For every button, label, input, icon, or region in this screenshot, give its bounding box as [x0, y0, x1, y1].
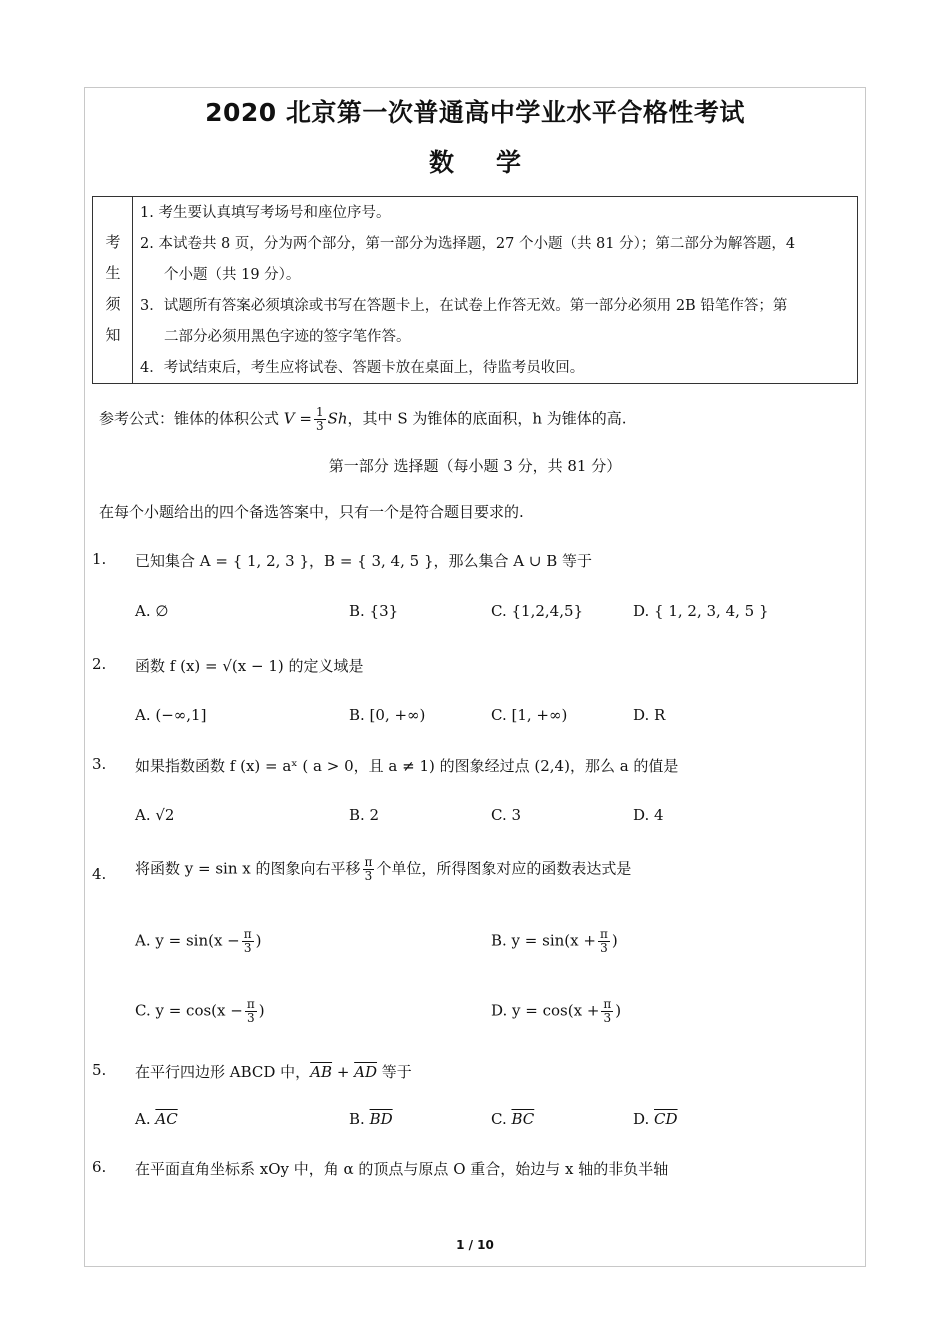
option-vector: $\overline{AC}$ — [155, 1110, 178, 1128]
notice-line: 2. 本试卷共 8 页，分为两个部分，第一部分为选择题，27 个小题（共 81 分）；第二部分为解答题，4 — [140, 236, 796, 252]
fraction-numerator: π — [246, 997, 255, 1011]
option-label: A. y = sin(x − — [135, 931, 240, 950]
option-label: D. — [633, 1110, 655, 1128]
option-c: C. [1, +∞) — [491, 706, 568, 724]
subject-title: 数学 — [428, 148, 563, 177]
option-b — [491, 928, 618, 955]
option-c: C. 3 — [491, 806, 522, 824]
option-close: ) — [258, 1001, 265, 1020]
option-a — [135, 1110, 178, 1128]
question-number: 6. — [92, 1158, 107, 1176]
question-number: 4. — [92, 865, 107, 883]
formula-prefix: 参考公式：锥体的体积公式 — [99, 409, 280, 428]
option-fraction — [245, 998, 257, 1025]
notice-line: 二部分必须用黑色字迹的签字笔作答。 — [164, 329, 411, 345]
question-number: 2. — [92, 655, 107, 673]
stem-text: 在平行四边形 ABCD 中， — [135, 1063, 311, 1081]
option-b — [349, 1110, 393, 1128]
option-label: C. y = cos(x − — [135, 1001, 243, 1020]
option-d: D. 4 — [633, 806, 664, 824]
option-c — [491, 1110, 534, 1128]
option-fraction — [601, 998, 613, 1025]
notice-label-char: 生 — [105, 264, 121, 282]
notice-label-char: 考 — [105, 233, 121, 251]
option-a: A. √2 — [135, 806, 175, 824]
formula-lhs: V = — [283, 409, 312, 428]
option-vector: $\overline{BC}$ — [511, 1110, 535, 1128]
question-stem: 函数 f (x) = √(x − 1) 的定义域是 — [135, 657, 364, 675]
option-d: D. { 1, 2, 3, 4, 5 } — [633, 602, 769, 620]
shift-fraction — [363, 856, 375, 883]
option-d — [491, 998, 621, 1025]
option-label: B. y = sin(x + — [491, 931, 596, 950]
exam-title: 2020 北京第一次普通高中学业水平合格性考试 — [205, 98, 745, 127]
fraction-denominator: 3 — [364, 869, 373, 883]
notice-line: 个小题（共 19 分）。 — [164, 267, 301, 283]
option-label: C. — [491, 1110, 512, 1128]
option-b: B. {3} — [349, 602, 399, 620]
fraction-denominator: 3 — [243, 941, 252, 955]
option-close: ) — [255, 931, 262, 950]
option-label: A. — [135, 1110, 156, 1128]
vector-ad: $\overline{AD}$ — [354, 1063, 378, 1081]
fraction-denominator: 3 — [246, 1011, 255, 1025]
question-number: 3. — [92, 755, 107, 773]
question-stem — [135, 1061, 412, 1082]
option-c: C. {1,2,4,5} — [491, 602, 584, 620]
formula-fraction — [314, 406, 326, 433]
formula-suffix: ，其中 S 为锥体的底面积，h 为锥体的高. — [347, 409, 627, 428]
exam-page — [84, 87, 866, 1267]
question-stem: 如果指数函数 f (x) = aˣ ( a > 0，且 a ≠ 1) 的图象经过点 (2,4)，那么 a 的值是 — [135, 757, 679, 775]
option-d: D. R — [633, 706, 666, 724]
notice-label-char: 知 — [105, 326, 121, 344]
plus-sign: + — [332, 1063, 355, 1081]
stem-text: 将函数 y = sin x 的图象向右平移 — [135, 859, 361, 878]
reference-formula — [99, 406, 627, 433]
option-fraction — [242, 928, 254, 955]
notice-label — [93, 197, 133, 383]
fraction-numerator: π — [599, 927, 608, 941]
option-vector: $\overline{CD}$ — [654, 1110, 678, 1128]
option-d — [633, 1110, 678, 1128]
fraction-denominator: 3 — [603, 1011, 612, 1025]
option-a — [135, 928, 262, 955]
option-fraction — [598, 928, 610, 955]
question-stem: 在平面直角坐标系 xOy 中，角 α 的顶点与原点 O 重合，始边与 x 轴的非负半轴 — [135, 1160, 669, 1178]
notice-line: 4．考试结束后，考生应将试卷、答题卡放在桌面上，待监考员收回。 — [140, 360, 585, 376]
question-stem — [135, 856, 631, 883]
option-b: B. 2 — [349, 806, 380, 824]
stem-text: 等于 — [377, 1063, 412, 1081]
notice-label-char: 须 — [105, 295, 121, 313]
fraction-numerator: π — [364, 855, 373, 869]
option-b: B. [0, +∞) — [349, 706, 426, 724]
option-label: B. — [349, 1110, 370, 1128]
stem-text: 个单位，所得图象对应的函数表达式是 — [376, 859, 632, 878]
section-title: 第一部分 选择题（每小题 3 分，共 81 分） — [328, 457, 622, 475]
question-number: 5. — [92, 1061, 107, 1079]
fraction-denominator: 3 — [600, 941, 608, 955]
option-close: ) — [615, 1001, 622, 1020]
notice-line: 3．试题所有答案必须填涂或书写在答题卡上，在试卷上作答无效。第一部分必须用 2B 铅笔作答；第 — [140, 298, 788, 314]
section-instruction: 在每个小题给出的四个备选答案中，只有一个是符合题目要求的. — [99, 503, 524, 521]
option-close: ) — [611, 931, 618, 950]
fraction-numerator: π — [243, 927, 252, 941]
option-label: D. y = cos(x + — [491, 1001, 600, 1020]
formula-rhs: Sh — [327, 409, 348, 428]
fraction-numerator: π — [603, 997, 612, 1011]
vector-ab: $\overline{AB}$ — [310, 1063, 333, 1081]
question-number: 1. — [92, 550, 107, 568]
question-stem: 已知集合 A = { 1, 2, 3 }，B = { 3, 4, 5 }，那么集合 A ∪ B 等于 — [135, 552, 592, 570]
fraction-numerator: 1 — [315, 405, 324, 419]
option-vector: $\overline{BD}$ — [369, 1110, 393, 1128]
option-a: A. (−∞,1] — [135, 706, 207, 724]
notice-line: 1. 考生要认真填写考场号和座位序号。 — [140, 205, 391, 221]
page-number: 1 / 10 — [456, 1238, 494, 1252]
candidate-notice-box — [92, 196, 858, 384]
option-c — [135, 998, 265, 1025]
fraction-denominator: 3 — [315, 419, 324, 433]
option-a: A. ∅ — [135, 602, 169, 620]
